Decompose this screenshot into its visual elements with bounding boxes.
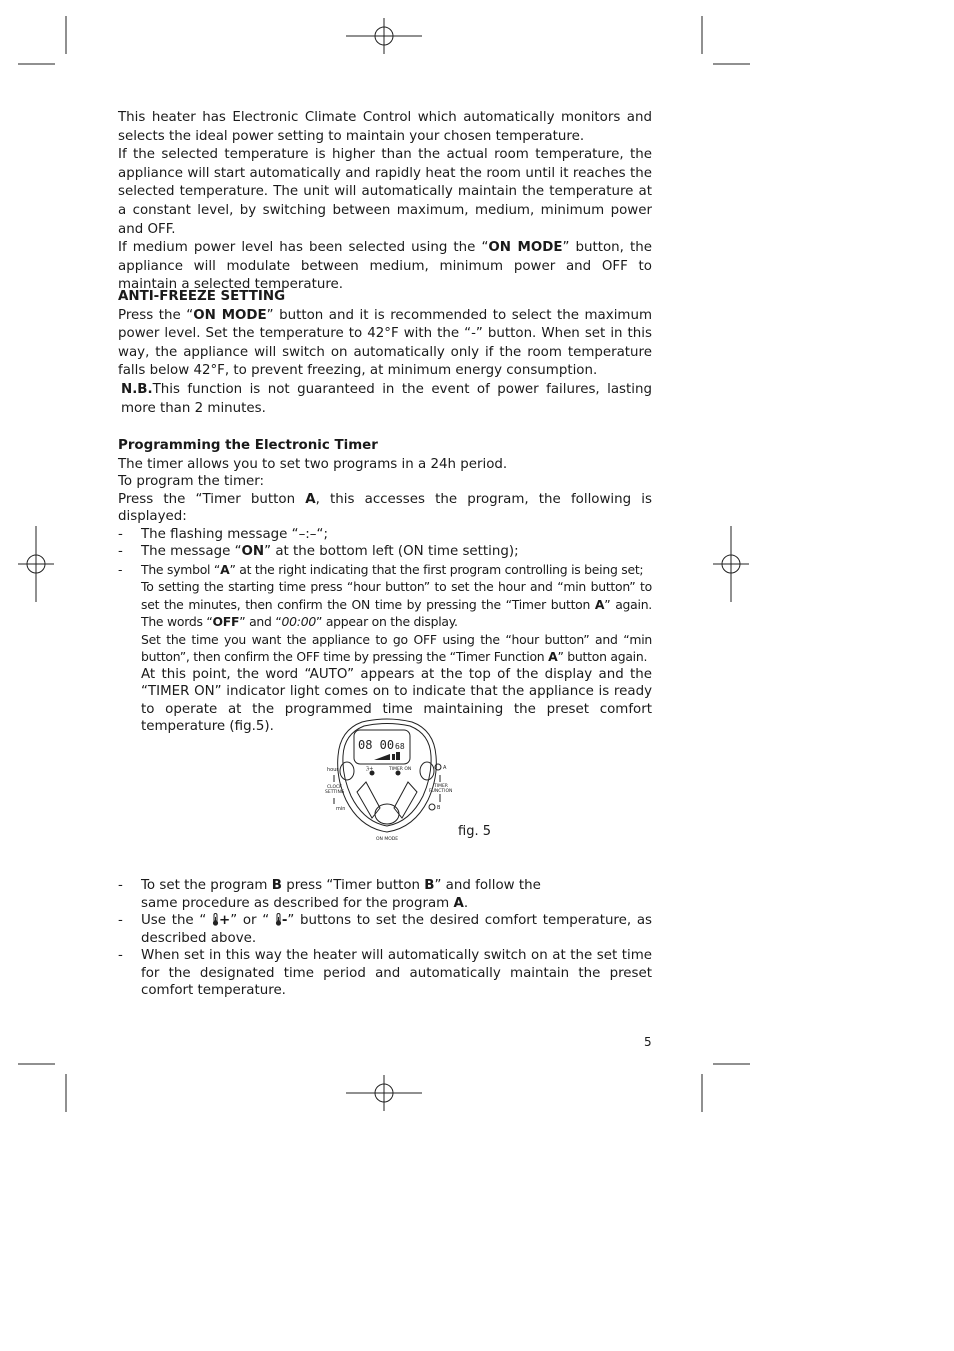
intro-paragraph-2: If the selected temperature is higher than the actual room temperature, the appliance will start automatically and rapidly heat the room until it reaches the selected temperature. The unit will automatically maintain the temperature at a constant level, by switching between maximum, medium, minimum power and OFF. [118, 147, 652, 237]
thermometer-icon [212, 913, 219, 926]
timer-line-3: Press the “Timer button A, this accesses the program, the following is displayed: [118, 491, 652, 525]
clock-setting-label-1: CLOCK [327, 785, 343, 790]
program-b-section [118, 877, 652, 1000]
timer-step-3: At this point, the word “AUTO” appears at the top of the display and the “TIMER ON” indicator light comes on to indicate that the appliance is ready to operate at the programmed time maintaining the preset comfort temperature (fig.5). [141, 666, 652, 735]
timer-step-1: To setting the starting time press “hour button” to set the hour and “min button” to set the minutes, then confirm the ON time by pressing the “Timer button A” again. The words “OFF” and “00:00” appear on the display. [141, 579, 652, 630]
timer-on-label: TIMER ON [389, 767, 412, 772]
list-item: - When set in this way the heater will automatically switch on at the set time for the designated time period and automatically maintain the preset comfort temperature. [118, 948, 652, 998]
power-level-bars [374, 754, 390, 760]
clock-b-icon [429, 804, 435, 810]
antifreeze-heading: ANTI-FREEZE SETTING [118, 289, 286, 304]
nb-note: N.B.This function is not guaranteed in the event of power failures, lasting more than 2 minutes. [121, 381, 652, 416]
minus-button [357, 782, 380, 818]
timer-heading: Programming the Electronic Timer [118, 438, 378, 453]
figure-caption: fig. 5 [458, 824, 491, 839]
list-item: - The flashing message “–:–“; [118, 526, 328, 542]
timer-function-label-1: TIMER [434, 784, 448, 789]
antifreeze-section [118, 288, 652, 418]
timer-function-label-2: FUNCTION [429, 789, 452, 794]
intro-paragraph-1: This heater has Electronic Climate Control which automatically monitors and selects the ideal power setting to maintain your chosen temperature. [118, 110, 652, 144]
timer-line-2: To program the timer: [118, 474, 265, 490]
intro-paragraph-3: If medium power level has been selected using the “ON MODE” button, the appliance will modulate between medium, minimum power and OFF to maintain a selected temperature. [118, 240, 652, 293]
page-number: 5 [644, 1035, 652, 1049]
display-temperature: 68 [395, 742, 405, 751]
list-item: - The message “ON” at the bottom left (ON time setting); [118, 544, 519, 560]
clock-setting-label-2: SETTING [325, 790, 345, 795]
list-item: - Use the “ +” or “ -” buttons to set the desired comfort temperature, as described above. [118, 913, 653, 946]
b-label: B [437, 805, 441, 811]
hour-label: hour [327, 767, 339, 773]
panel-outline [338, 719, 437, 832]
a-label: A [443, 765, 447, 771]
timer-line-1: The timer allows you to set two programs in a 24h period. [118, 456, 508, 472]
hour-button [340, 762, 354, 780]
thermometer-icon [275, 913, 282, 926]
timer-a-button [420, 762, 434, 780]
list-item: - To set the program B press “Timer button B” and follow the same procedure as described for the program A. [118, 878, 541, 911]
antifreeze-paragraph: Press the “ON MODE” button and it is recommended to select the maximum power level. Set the temperature to 42°F with the “-” button. When set in this way, the appliance will switch on automatically only if the room temperature falls below 42°F, to prevent freezing, at minimum energy consumption. [118, 307, 652, 379]
min-label: min [336, 806, 346, 812]
control-panel-figure [322, 716, 452, 844]
on-mode-label: ON MODE [376, 837, 399, 842]
on-mode-button [375, 804, 399, 824]
intro-section [118, 109, 652, 295]
display-time: 08 00 [358, 738, 395, 752]
list-item: - The symbol “A” at the right indicating that the first program controlling is being set; [118, 561, 644, 577]
timer-step-2: Set the time you want the appliance to go OFF using the “hour button” and “min button”, then confirm the OFF time by pressing the “Timer Function A” button again. [141, 631, 652, 665]
thermo-label: ℨ+ [366, 766, 374, 772]
timer-section [118, 437, 652, 736]
plus-button [394, 782, 417, 818]
